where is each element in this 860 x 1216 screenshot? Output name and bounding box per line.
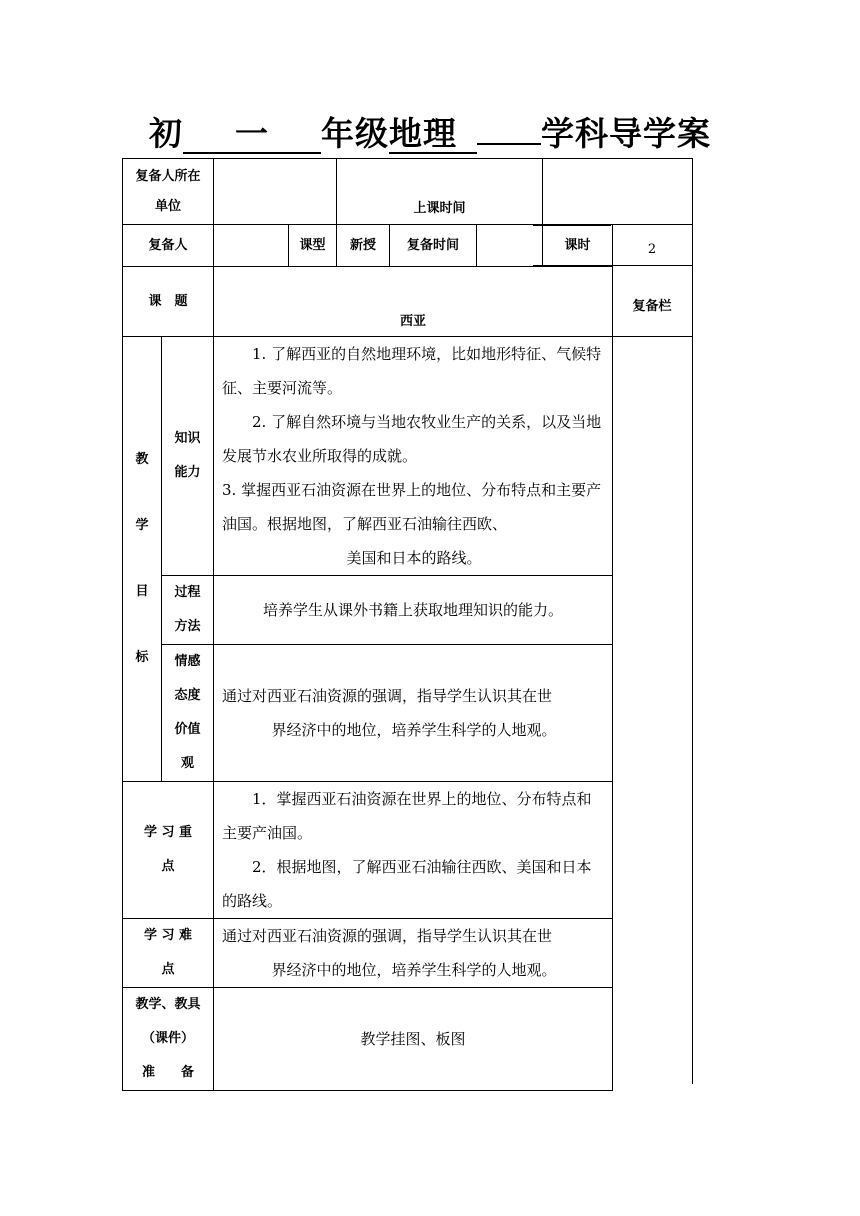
difficulties-label-line2: 点 bbox=[161, 962, 175, 977]
key-points-label-line1: 学 习 重 bbox=[143, 825, 193, 840]
topic-value: 西亚 bbox=[214, 267, 613, 337]
knowledge-item-1: 1. 了解西亚的自然地理环境，比如地形特征、气候特征、主要河流等。 bbox=[222, 345, 602, 397]
objectives-group-label bbox=[123, 337, 162, 782]
knowledge-label bbox=[162, 337, 214, 576]
divider bbox=[533, 225, 611, 226]
title-suffix: 学科导学案 bbox=[541, 114, 711, 153]
emotion-line1: 通过对西亚石油资源的强调，指导学生认识其在世 bbox=[222, 687, 553, 705]
knowledge-item-3: 3. 掌握西亚石油资源在世界上的地位、分布特点和主要产油国。根据地图，了解西亚石油输往西欧、 bbox=[222, 481, 602, 533]
class-time-label: 上课时间 bbox=[337, 159, 543, 225]
periods-value: 2 bbox=[647, 242, 657, 257]
knowledge-item-3-tail: 美国和日本的路线。 bbox=[346, 549, 482, 567]
title-prefix: 初 bbox=[149, 114, 183, 153]
emotion-label-line3: 价值 bbox=[174, 722, 201, 737]
unit-value[interactable] bbox=[214, 159, 337, 225]
periods-label: 课时 bbox=[543, 225, 613, 267]
obj-char-2: 学 bbox=[135, 518, 149, 533]
page-title bbox=[0, 108, 860, 155]
key-points-label bbox=[123, 782, 214, 919]
obj-char-1: 教 bbox=[135, 452, 149, 467]
difficulties-label-line1: 学 习 难 bbox=[143, 928, 193, 943]
emotion-line2: 界经济中的地位，培养学生科学的人地观。 bbox=[271, 721, 557, 739]
emotion-label-line2: 态度 bbox=[174, 688, 201, 703]
obj-char-4: 标 bbox=[135, 650, 149, 665]
title-mid: 年级 bbox=[321, 114, 389, 153]
emotion-label-line1: 情感 bbox=[174, 654, 201, 669]
emotion-label-line4: 观 bbox=[181, 756, 195, 771]
difficulties-line2: 界经济中的地位，培养学生科学的人地观。 bbox=[271, 961, 557, 979]
side-column-border bbox=[692, 266, 693, 1084]
preparer-value[interactable] bbox=[214, 225, 289, 267]
knowledge-item-2: 2. 了解自然环境与当地农牧业生产的关系，以及当地发展节水农业所取得的成就。 bbox=[222, 413, 602, 465]
course-type-value: 新授 bbox=[337, 225, 390, 267]
obj-char-3: 目 bbox=[135, 584, 149, 599]
process-label-line2: 方法 bbox=[174, 619, 201, 634]
process-label-line1: 过程 bbox=[174, 585, 201, 600]
process-content: 培养学生从课外书籍上获取地理知识的能力。 bbox=[214, 576, 613, 645]
unit-label bbox=[123, 159, 214, 225]
unit-label-line2: 单位 bbox=[155, 198, 182, 214]
course-type-label: 课型 bbox=[289, 225, 337, 267]
prep-time-label: 复备时间 bbox=[390, 225, 477, 267]
knowledge-label-line1: 知识 bbox=[174, 431, 201, 446]
materials-content: 教学挂图、板图 bbox=[214, 988, 613, 1091]
key-points-label-line2: 点 bbox=[161, 859, 175, 874]
emotion-content bbox=[214, 645, 613, 782]
difficulties-label bbox=[123, 919, 214, 988]
materials-label-line1: 教学、教具 bbox=[135, 997, 201, 1012]
materials-label-line2: （课件） bbox=[142, 1031, 195, 1046]
emotion-label bbox=[162, 645, 214, 782]
knowledge-content bbox=[214, 337, 613, 576]
difficulties-content bbox=[214, 919, 613, 988]
unit-label-line1: 复备人所在 bbox=[135, 168, 201, 184]
periods-value-cell bbox=[611, 224, 693, 266]
topic-label: 课 题 bbox=[123, 267, 214, 337]
preparer-label: 复备人 bbox=[123, 225, 214, 267]
materials-label bbox=[123, 988, 214, 1091]
grade-blank: 一 bbox=[183, 117, 321, 154]
process-label bbox=[162, 576, 214, 645]
difficulties-line1: 通过对西亚石油资源的强调，指导学生认识其在世 bbox=[222, 927, 553, 945]
side-column-divider bbox=[611, 336, 693, 337]
key-points-content bbox=[214, 782, 613, 919]
key-point-2: 2．根据地图，了解西亚石油输往西欧、美国和日本的路线。 bbox=[222, 858, 592, 910]
lesson-plan-table bbox=[122, 158, 613, 1091]
subject-blank: 地理 bbox=[389, 117, 477, 154]
subject-blank-tail bbox=[477, 143, 541, 145]
side-column-label: 复备栏 bbox=[632, 299, 672, 314]
materials-label-line3: 准 备 bbox=[142, 1065, 195, 1080]
key-point-1: 1．掌握西亚石油资源在世界上的地位、分布特点和主要产油国。 bbox=[222, 790, 592, 842]
knowledge-label-line2: 能力 bbox=[174, 465, 201, 480]
